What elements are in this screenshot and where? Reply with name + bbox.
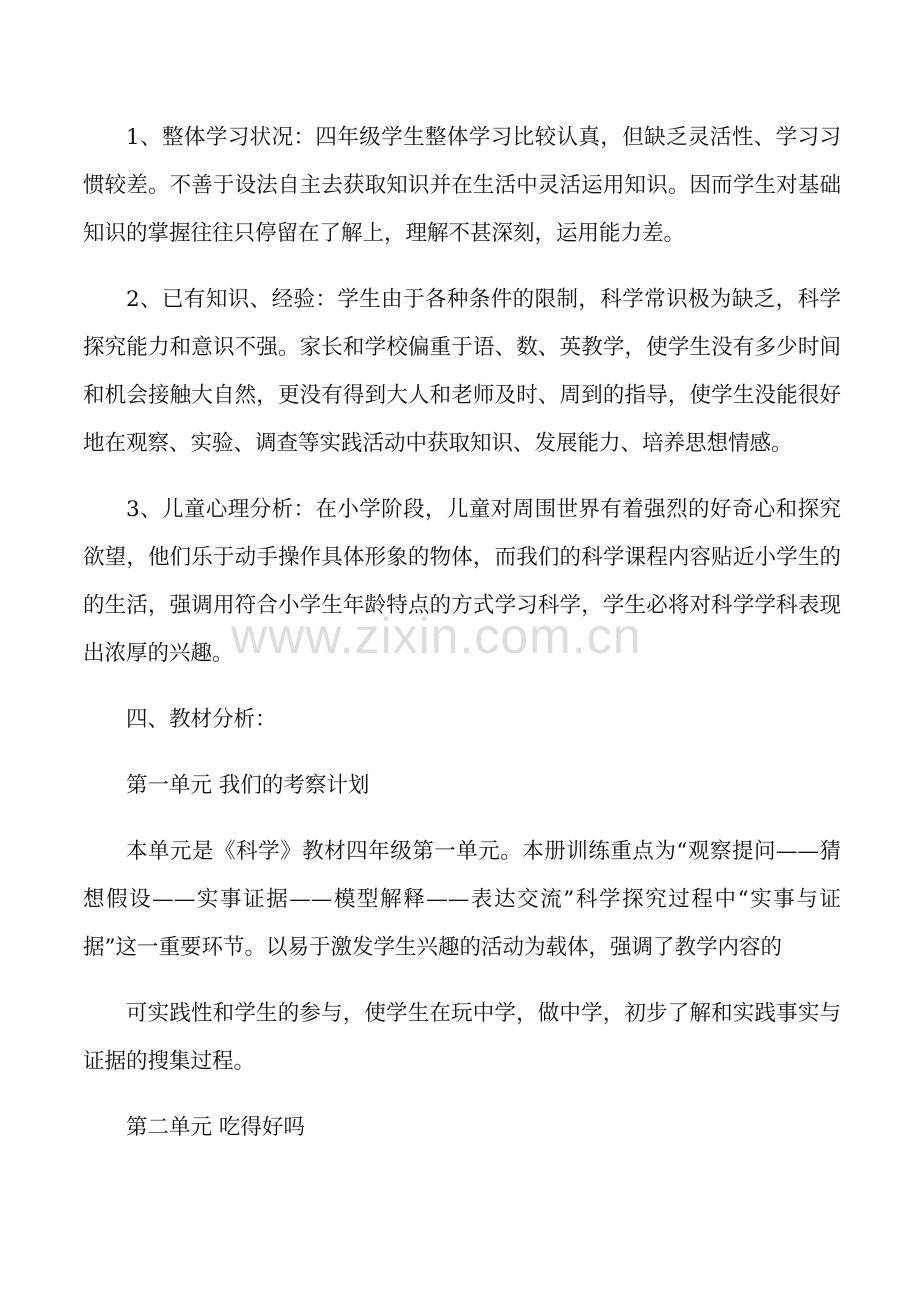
unit-heading-2: 第二单元 吃得好吗 — [126, 1115, 305, 1140]
paragraph-prior-knowledge: 2、已有知识、经验：学生由于各种条件的限制，科学常识极为缺乏，科学探究能力和意识不强。家长和学校偏重于语、数、英教学，使学生没有多少时间和机会接触大自然，更没有得到大人和老师及时、周到的指导，使学生没能很好地在观察、实验、调查等实践活动中获取知识、发展能力、培养思想情感。 — [83, 287, 841, 456]
watermark: www.zixin.com.cn — [231, 608, 642, 664]
paragraph-unit-1-description: 本单元是《科学》教材四年级第一单元。本册训练重点为“观察提问——猜想假设——实事证据——模型解释——表达交流”科学探究过程中“实事与证据”这一重要环节。以易于激发学生兴趣的活动为载体，强调了教学内容的 — [83, 839, 841, 960]
unit-heading-1: 第一单元 我们的考察计划 — [126, 773, 370, 798]
paragraph-learning-status: 1、整体学习状况：四年级学生整体学习比较认真，但缺乏灵活性、学习习惯较差。不善于设法自主去获取知识并在生活中灵活运用知识。因而学生对基础知识的掌握往往只停留在了解上，理解不甚深刻，运用能力差。 — [83, 125, 841, 246]
section-heading-textbook-analysis: 四、教材分析： — [126, 707, 277, 732]
document-body — [83, 114, 841, 1170]
paragraph-child-psychology: 3、儿童心理分析：在小学阶段，儿童对周围世界有着强烈的好奇心和探究欲望，他们乐于动手操作具体形象的物体，而我们的科学课程内容贴近小学生的的生活，强调用符合小学生年龄特点的方式学习科学，学生必将对科学学科表现出浓厚的兴趣。 — [83, 497, 841, 666]
paragraph-unit-1-continued: 可实践性和学生的参与，使学生在玩中学，做中学，初步了解和实践事实与证据的搜集过程。 — [83, 1001, 841, 1074]
